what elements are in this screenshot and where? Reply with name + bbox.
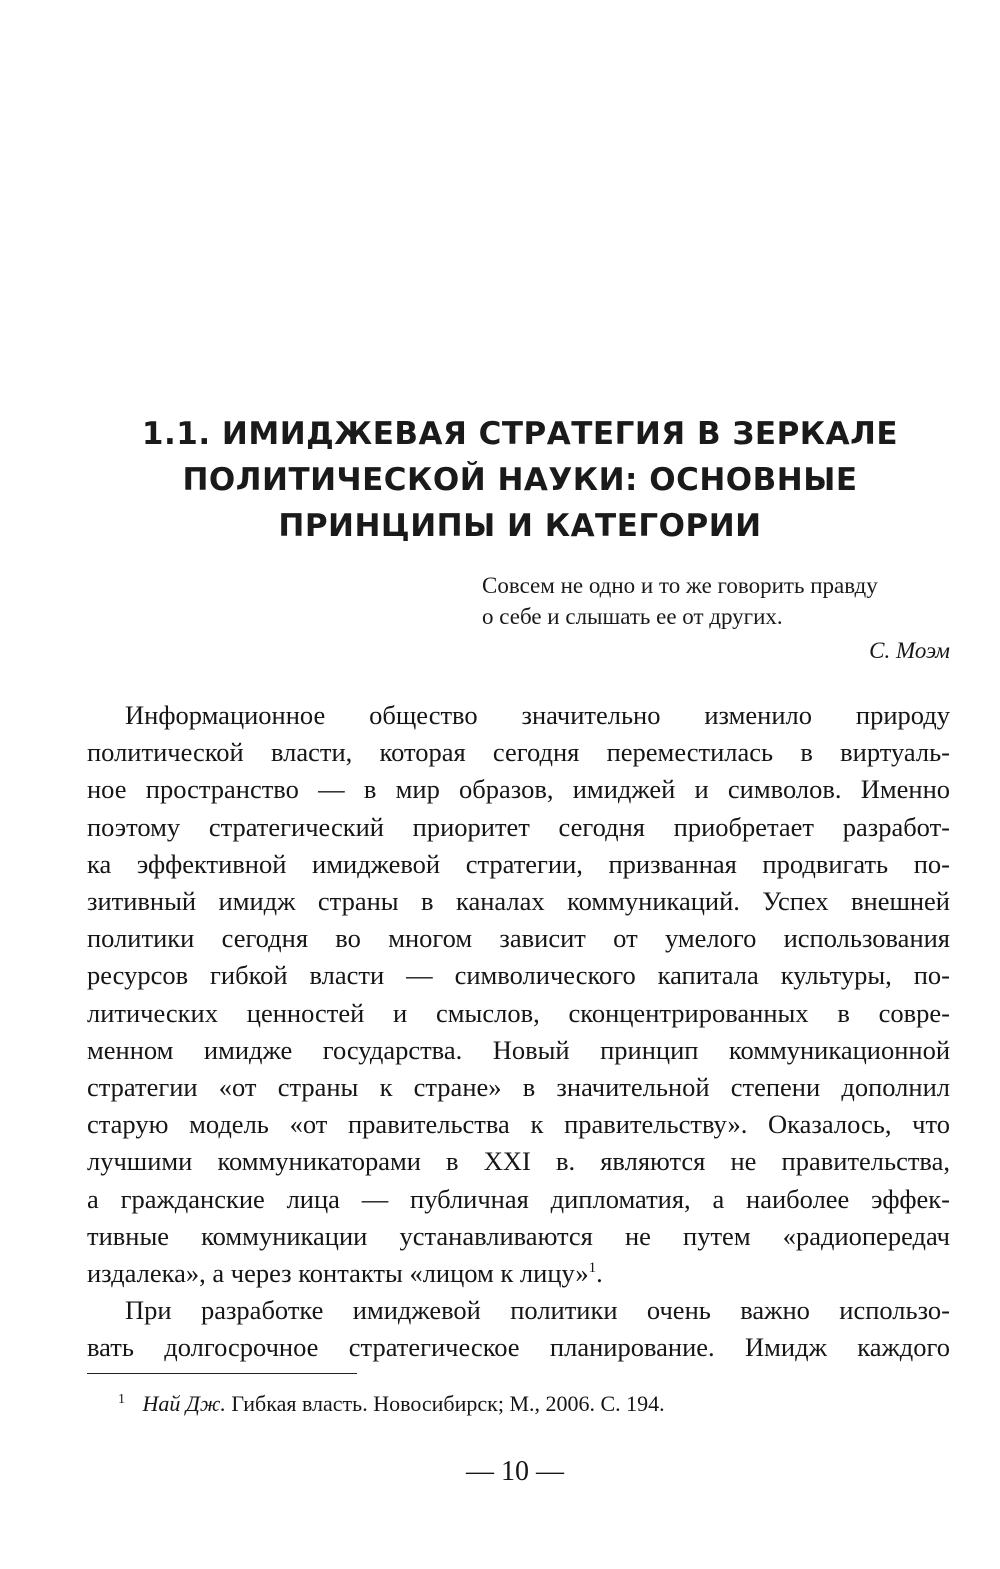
body-line: тивные коммуникации устанавливаются не путем «радиопередач — [87, 1220, 950, 1251]
body-text — [87, 697, 950, 1367]
body-line: поэтому стратегический приоритет сегодня приобретает разработ- — [87, 811, 950, 842]
body-line: лучшими коммуникаторами в XXI в. являются не правительства, — [87, 1146, 950, 1177]
section-title-line: ПОЛИТИЧЕСКОЙ НАУКИ: ОСНОВНЫЕ — [182, 462, 858, 498]
footnote-reference[interactable]: 1 — [588, 1260, 597, 1277]
footnote-author: Най Дж. — [142, 1391, 226, 1416]
body-line: стратегии «от страны к стране» в значительной степени дополнил — [87, 1072, 950, 1103]
footnote-mark: 1 — [118, 1391, 125, 1407]
section-title-line: ПРИНЦИПЫ И КАТЕГОРИИ — [278, 508, 762, 544]
page-number: — 10 — — [466, 1456, 564, 1487]
body-line: менном имидже государства. Новый принцип коммуникационной — [87, 1034, 950, 1065]
body-line: ка эффективной имиджевой стратегии, призванная продвигать по- — [87, 848, 950, 879]
body-line: зитивный имидж страны в каналах коммуникаций. Успех внешней — [87, 886, 950, 917]
body-line: политики сегодня во многом зависит от умелого использования — [87, 923, 950, 954]
footnote-divider — [87, 1373, 357, 1374]
epigraph — [482, 570, 950, 632]
body-line: вать долгосрочное стратегическое планирование. Имидж каждого — [87, 1332, 950, 1363]
section-title-line: 1.1. ИМИДЖЕВАЯ СТРАТЕГИЯ В ЗЕРКАЛЕ — [141, 416, 899, 452]
body-line-text: издалека», а через контакты «лицом к лицу» — [87, 1258, 589, 1289]
body-line: Информационное общество значительно изменило природу — [125, 700, 950, 730]
body-line: политической власти, которая сегодня переместилась в виртуаль- — [87, 737, 950, 768]
epigraph-author: С. Моэм — [869, 638, 950, 663]
body-line: старую модель «от правительства к правительству». Оказалось, что — [87, 1109, 950, 1140]
body-line: литических ценностей и смыслов, сконцентрированных в совре- — [87, 997, 950, 1028]
body-line: При разработке имиджевой политики очень важно использо- — [125, 1295, 950, 1326]
epigraph-line: о себе и слышать ее от других. — [482, 604, 783, 629]
footnote-text: Гибкая власть. Новосибирск; М., 2006. С. 194. — [231, 1391, 665, 1416]
body-line: ное пространство — в мир образов, имиджей и символов. Именно — [87, 774, 950, 805]
body-line: а гражданские лица — публичная дипломатия, а наиболее эффек- — [87, 1183, 950, 1214]
sentence-end: . — [596, 1258, 603, 1289]
section-title — [100, 411, 940, 549]
body-line: ресурсов гибкой власти — символического капитала культуры, по- — [87, 960, 950, 991]
body-line-with-footnote — [87, 1255, 950, 1292]
epigraph-line: Совсем не одно и то же говорить правду — [482, 573, 878, 598]
footnote — [118, 1389, 958, 1419]
